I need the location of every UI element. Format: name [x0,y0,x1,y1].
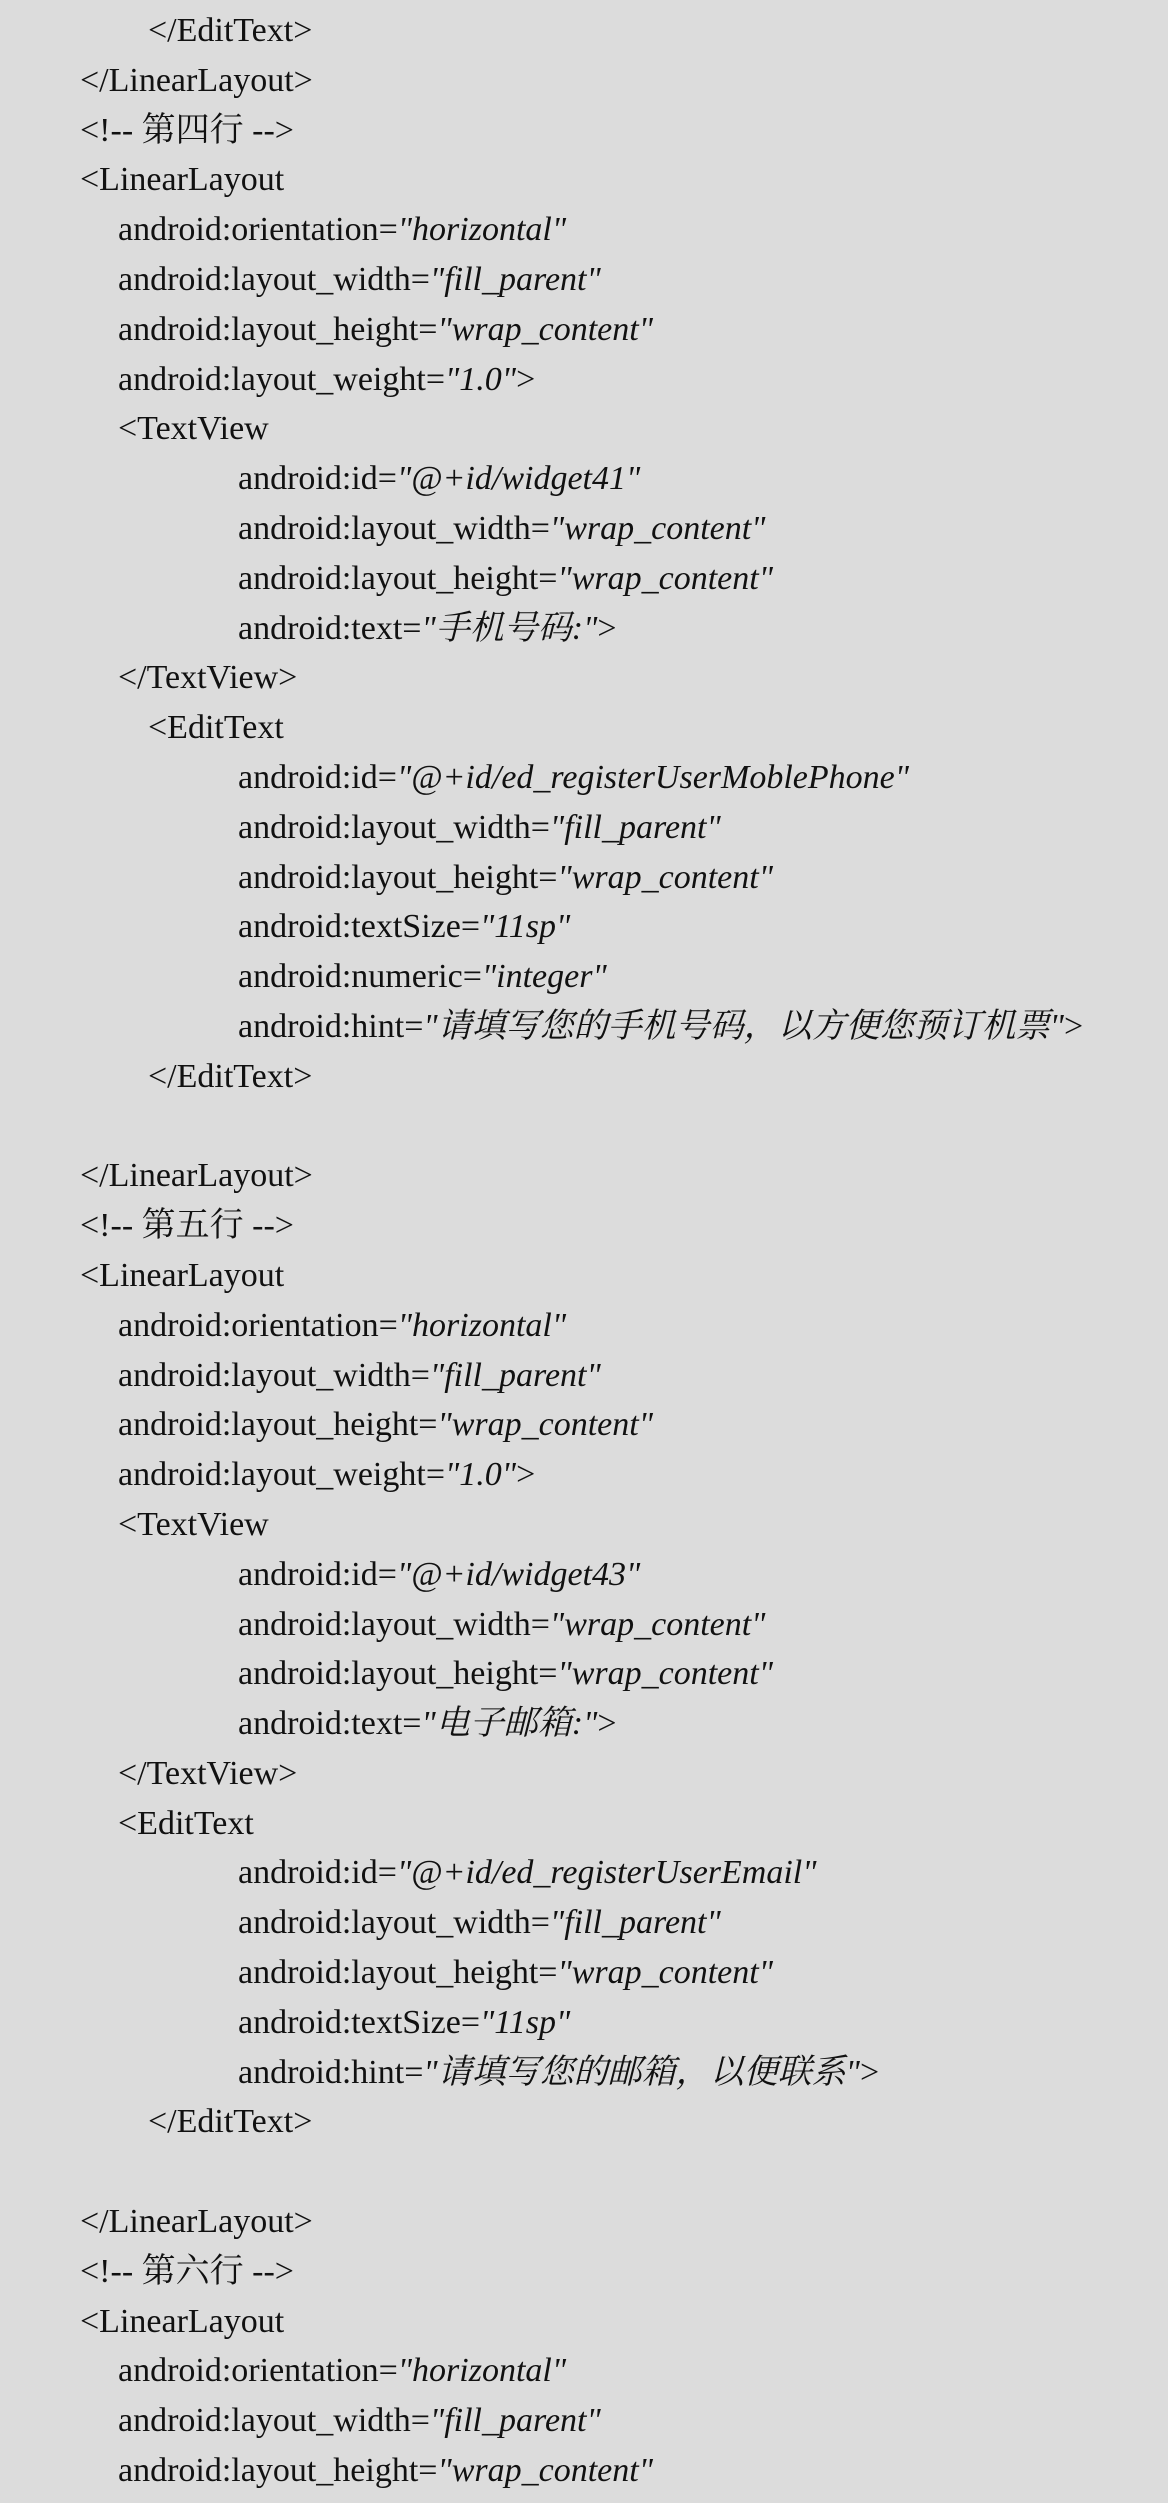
attribute-value: "wrap_content" [557,1954,773,1992]
attribute-value: "fill_parent" [549,1904,721,1942]
code-text: android:textSize= [238,2003,481,2041]
code-text: </EditText> [148,1057,313,1095]
attribute-value: "fill_parent" [549,808,721,846]
code-line [0,454,1168,504]
code-text: > [516,1456,536,1494]
attribute-value: "11sp" [480,2003,571,2041]
code-text: > [597,1705,617,1743]
code-text: android:id= [238,460,397,498]
code-text: android:layout_width= [238,509,550,547]
attribute-value: "@+id/ed_registerUserEmail" [396,1854,817,1892]
code-text: android:orientation= [118,1306,398,1344]
code-line [0,2396,1168,2446]
attribute-value: "integer" [481,958,607,996]
code-line [0,1351,1168,1401]
code-line [0,902,1168,952]
code-text: android:layout_height= [238,858,558,896]
code-text: android:text= [238,1705,422,1743]
attribute-value: "1.0" [445,360,517,398]
code-line [0,1201,1168,1251]
code-text: > [859,2053,880,2091]
code-line [0,703,1168,753]
code-text: android:hint= [238,1007,424,1045]
attribute-value: "1.0" [445,1456,517,1494]
code-text: android:layout_width= [118,260,430,298]
code-text: <EditText [118,1804,254,1842]
code-text: android:layout_width= [238,1605,550,1643]
code-text: android:layout_weight= [118,360,446,398]
code-line [0,2197,1168,2247]
code-line [0,604,1168,654]
code-line [0,504,1168,554]
code-line [0,106,1168,156]
code-text: android:textSize= [238,908,481,946]
code-line [0,1500,1168,1550]
code-text: > [1063,1007,1084,1045]
code-line [0,952,1168,1002]
code-line [0,1052,1168,1102]
code-line [0,155,1168,205]
code-line [0,753,1168,803]
code-text: <!-- 第六行 --> [80,2252,294,2290]
code-line [0,6,1168,56]
code-text: android:layout_weight= [118,1456,446,1494]
attribute-value: "horizontal" [397,211,567,249]
code-line [0,1400,1168,1450]
code-text: android:orientation= [118,211,398,249]
code-text: <TextView [118,1505,269,1543]
code-text: android:layout_height= [238,1954,558,1992]
attribute-value: "fill_parent" [429,2402,601,2440]
code-text: android:numeric= [238,958,482,996]
code-text: android:layout_width= [238,1904,550,1942]
code-line [0,2297,1168,2347]
code-text: android:layout_width= [118,2402,430,2440]
code-line [0,2247,1168,2297]
attribute-value: "horizontal" [397,1306,567,1344]
code-text: <EditText [148,709,284,747]
attribute-value: "fill_parent" [429,260,601,298]
code-text: android:id= [238,1854,397,1892]
code-line [0,1898,1168,1948]
code-line [0,2446,1168,2496]
code-text: <TextView [118,410,269,448]
code-line [0,653,1168,703]
code-line [0,305,1168,355]
attribute-value: "wrap_content" [437,2452,653,2490]
code-text: <LinearLayout [80,1256,285,1294]
code-line [0,1151,1168,1201]
code-text: android:layout_width= [238,808,550,846]
attribute-value: "请填写您的手机号码，以方便您预订机票" [423,1007,1064,1045]
attribute-value: "@+id/widget41" [396,460,641,498]
code-line [0,1450,1168,1500]
code-line [0,56,1168,106]
code-text: </TextView> [118,1754,298,1792]
code-text: android:layout_height= [238,1655,558,1693]
code-line [0,1649,1168,1699]
code-text: </EditText> [148,12,313,49]
code-line [0,554,1168,604]
code-line [0,1550,1168,1600]
code-text: android:orientation= [118,2352,398,2390]
attribute-value: "请填写您的邮箱，以便联系" [423,2053,860,2091]
code-text: android:layout_height= [118,1406,438,1444]
attribute-value: "wrap_content" [549,1605,766,1643]
code-text: <!-- 第四行 --> [80,111,294,149]
code-line [0,1998,1168,2048]
code-text: > [516,360,536,398]
attribute-value: "wrap_content" [557,559,773,597]
code-line [0,205,1168,255]
code-text: android:layout_width= [118,1356,430,1394]
blank-line [0,2147,1168,2197]
code-text: android:id= [238,758,397,796]
code-line [0,853,1168,903]
code-line [0,1002,1168,1052]
code-text: android:layout_height= [118,310,438,348]
code-line [0,1848,1168,1898]
code-line [0,255,1168,305]
code-text: android:layout_height= [118,2452,438,2490]
code-line [0,404,1168,454]
code-text: </EditText> [148,2103,313,2141]
attribute-value: "电子邮箱:" [421,1705,598,1743]
attribute-value: "wrap_content" [437,1406,653,1444]
code-line [0,1301,1168,1351]
code-line [0,1699,1168,1749]
attribute-value: "@+id/widget43" [396,1555,641,1593]
attribute-value: "wrap_content" [557,858,773,896]
code-text: android:layout_height= [238,559,558,597]
code-text: </TextView> [118,659,298,697]
code-text: android:text= [238,609,422,647]
attribute-value: "fill_parent" [429,1356,601,1394]
code-text: android:id= [238,1555,397,1593]
blank-line [0,1102,1168,1152]
code-text: android:hint= [238,2053,424,2091]
code-line [0,1600,1168,1650]
code-text: <!-- 第五行 --> [80,1207,294,1245]
code-line [0,1948,1168,1998]
attribute-value: "wrap_content" [557,1655,773,1693]
code-line [0,2048,1168,2098]
code-text: <LinearLayout [80,2302,285,2340]
code-text: <LinearLayout [80,161,285,199]
attribute-value: "手机号码:" [421,609,598,647]
code-line [0,803,1168,853]
attribute-value: "@+id/ed_registerUserMoblePhone" [396,758,910,796]
code-text: > [597,609,617,647]
attribute-value: "11sp" [480,908,571,946]
code-line [0,1251,1168,1301]
code-line [0,355,1168,405]
code-text: </LinearLayout> [80,1157,313,1195]
code-line [0,2097,1168,2147]
attribute-value: "wrap_content" [549,509,766,547]
code-line [0,1749,1168,1799]
code-line [0,2346,1168,2396]
attribute-value: "horizontal" [397,2352,567,2390]
code-line [0,1799,1168,1849]
code-text: </LinearLayout> [80,61,313,99]
attribute-value: "wrap_content" [437,310,653,348]
code-text: </LinearLayout> [80,2203,313,2241]
